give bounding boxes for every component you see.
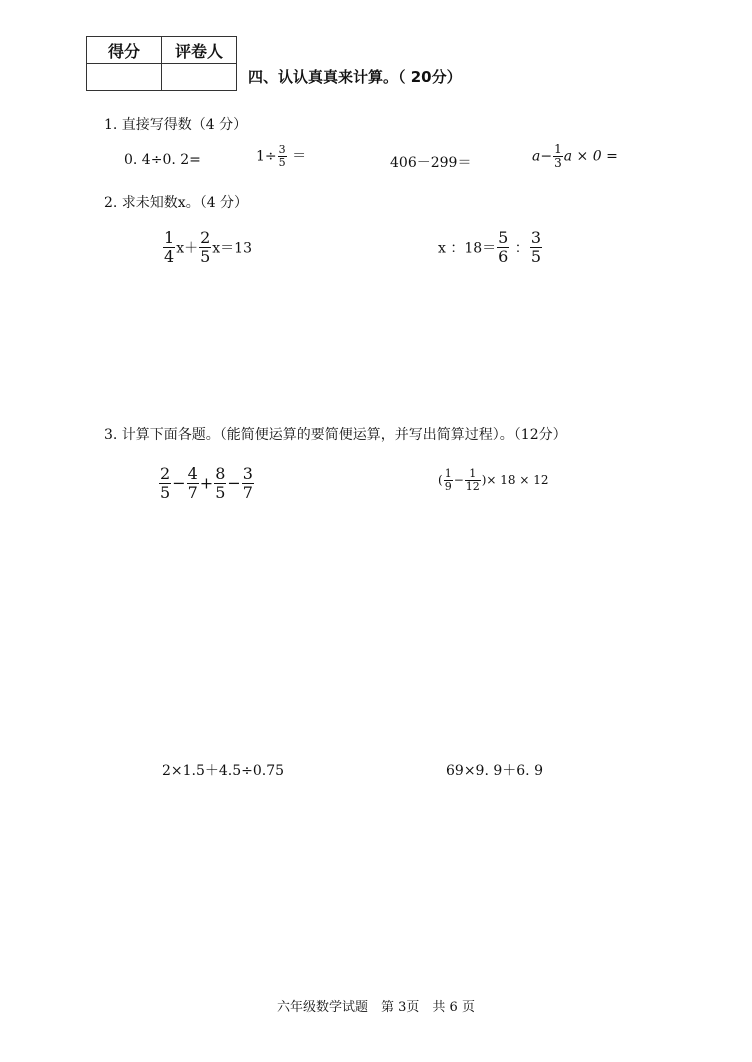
grader-cell[interactable] xyxy=(162,64,237,91)
fraction-numerator: 1 xyxy=(465,468,481,481)
q2-expr-2-pre: x ：18＝ xyxy=(438,240,497,257)
fraction-numerator: 1 xyxy=(164,228,175,247)
q2-expr-2-fraction-2 xyxy=(530,229,542,267)
q1-expr-4-fraction xyxy=(553,143,563,170)
fraction-denominator: 5 xyxy=(278,156,286,170)
fraction-numerator: 4 xyxy=(187,464,198,483)
q1-expr-2-fraction xyxy=(278,144,287,169)
score-header: 得分 xyxy=(87,37,162,64)
grader-header: 评卷人 xyxy=(162,37,237,64)
q2-expr-1-mid: x＋ xyxy=(176,240,199,257)
q2-title: 2. 求未知数x。（4 分） xyxy=(104,195,249,211)
q1-expr-4-var: a xyxy=(532,148,541,165)
q3-expr-1-op-2: + xyxy=(199,473,214,493)
fraction-denominator: 5 xyxy=(215,483,226,503)
fraction-denominator: 9 xyxy=(444,480,452,494)
score-cell[interactable] xyxy=(87,64,162,91)
fraction-numerator: 2 xyxy=(200,228,211,247)
fraction-denominator: 5 xyxy=(530,247,541,267)
q3-expr-2-fraction-2 xyxy=(465,468,481,493)
fraction-denominator: 5 xyxy=(160,483,171,503)
q3-expr-1-fraction-3 xyxy=(214,465,226,503)
fraction-numerator: 1 xyxy=(554,142,562,156)
fraction-denominator: 6 xyxy=(498,247,509,267)
fraction-denominator: 12 xyxy=(465,480,480,494)
q1-expr-4-post: a × 0 = xyxy=(563,148,618,165)
fraction-numerator: 5 xyxy=(498,228,509,247)
score-table xyxy=(86,36,237,91)
q3-expr-2-open: ( xyxy=(438,473,443,488)
fraction-numerator: 8 xyxy=(215,464,226,483)
q3-expr-1-fraction-2 xyxy=(187,465,199,503)
fraction-denominator: 7 xyxy=(242,483,253,503)
q2-expr-2-fraction-1 xyxy=(497,229,509,267)
q3-expr-1 xyxy=(158,465,255,503)
section-title: 四、认认真真来计算。（ 20分） xyxy=(248,68,462,86)
q1-title: 1. 直接写得数（4 分） xyxy=(104,117,248,133)
q2-expr-2-mid: ： xyxy=(510,240,529,257)
q3-expr-4: 69×9. 9＋6. 9 xyxy=(446,763,543,779)
fraction-numerator: 3 xyxy=(242,464,253,483)
fraction-denominator: 3 xyxy=(554,156,562,171)
q3-expr-1-op-1: − xyxy=(172,473,186,493)
q1-expr-2-post: ＝ xyxy=(287,148,307,165)
q2-expr-1-fraction-1 xyxy=(163,229,175,267)
q1-expr-4-op: − xyxy=(540,148,553,165)
q3-expr-1-fraction-4 xyxy=(242,465,254,503)
q2-expr-1-post: x＝13 xyxy=(212,240,252,257)
q3-expr-1-op-3: − xyxy=(227,473,241,493)
q1-expr-3: 406－299＝ xyxy=(390,155,472,171)
q2-expr-1 xyxy=(162,229,252,267)
q1-expr-1: 0. 4÷0. 2= xyxy=(124,152,201,168)
fraction-numerator: 2 xyxy=(160,464,171,483)
q2-expr-2 xyxy=(438,229,543,267)
q1-expr-2-pre: 1÷ xyxy=(256,148,277,165)
q3-expr-3: 2×1.5＋4.5÷0.75 xyxy=(162,763,285,779)
q3-title: 3. 计算下面各题。（能简便运算的要简便运算，并写出简算过程）。（12分） xyxy=(104,427,567,443)
fraction-numerator: 1 xyxy=(444,467,452,480)
fraction-denominator: 7 xyxy=(187,483,198,503)
q1-expr-4 xyxy=(532,143,618,170)
fraction-numerator: 3 xyxy=(278,143,286,156)
fraction-denominator: 4 xyxy=(164,247,175,267)
q3-expr-2 xyxy=(438,468,549,493)
q3-expr-1-fraction-1 xyxy=(159,465,171,503)
fraction-numerator: 3 xyxy=(530,228,541,247)
q2-expr-1-fraction-2 xyxy=(199,229,211,267)
q3-expr-2-post: )× 18 × 12 xyxy=(481,473,549,488)
q3-expr-2-fraction-1 xyxy=(444,468,453,493)
page-footer: 六年级数学试题 第 3页 共 6 页 xyxy=(277,1000,475,1015)
q1-expr-2 xyxy=(256,144,306,169)
q3-expr-2-op: − xyxy=(453,473,464,488)
fraction-denominator: 5 xyxy=(200,247,211,267)
